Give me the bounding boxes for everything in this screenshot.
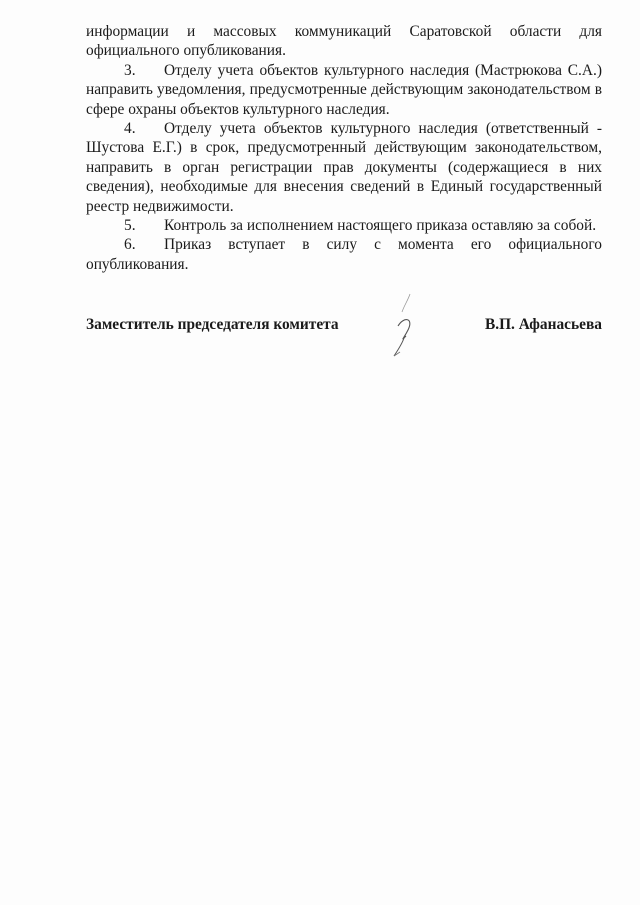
order-item-5 [86, 216, 602, 235]
item-text: Приказ вступает в силу с момента его официального опубликования. [86, 236, 602, 273]
item-text: Отделу учета объектов культурного наследия (Мастрюкова С.А.) направить уведомления, предусмотренные действующим законодательством в сфере охраны объектов культурного наследия. [86, 61, 602, 118]
item-number: 4. [124, 120, 136, 138]
continuation-paragraph: информации и массовых коммуникаций Саратовской области для официального опубликования. [86, 23, 602, 60]
order-item-6 [86, 235, 602, 274]
item-text: Контроль за исполнением настоящего приказа оставляю за собой. [164, 217, 597, 235]
item-text: Отделу учета объектов культурного наследия (ответственный - Шустова Е.Г.) в срок, предусмотренный действующим законодательством, направить в орган регистрации прав документы (содержащиеся в них сведения), необходимые для внесения сведений в Единый государственный реестр недвижимости. [86, 120, 602, 215]
item-number: 5. [124, 217, 136, 235]
order-item-3 [86, 61, 602, 119]
item-number: 3. [124, 61, 136, 79]
document-body [86, 22, 602, 274]
item-number: 6. [124, 236, 136, 254]
signature-row [86, 316, 602, 340]
signatory-name: В.П. Афанасьева [484, 316, 602, 333]
signatory-position: Заместитель председателя комитета [86, 316, 339, 333]
order-item-4 [86, 119, 602, 216]
